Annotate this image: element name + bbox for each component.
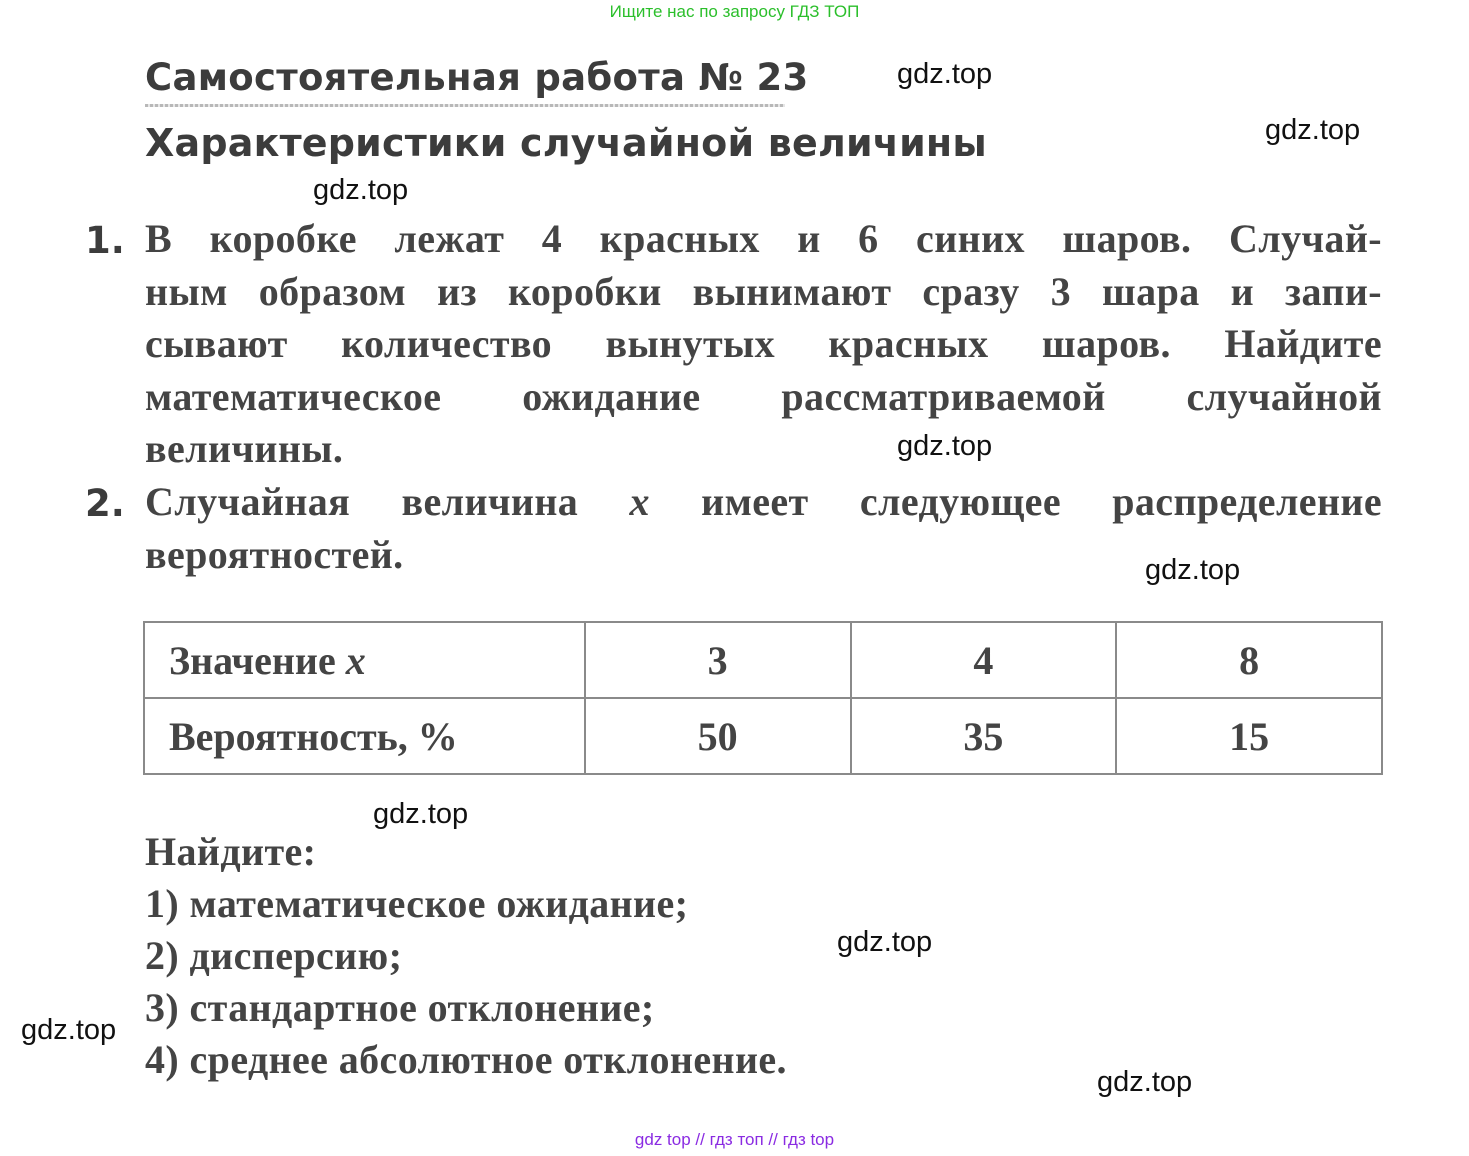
watermark: gdz.top [837,926,933,958]
footer-text: gdz top // гдз топ // гдз top [634,1130,835,1149]
task-2-line [145,476,1382,529]
top-banner: Ищите нас по запросу ГДЗ ТОП [609,2,860,21]
watermark: gdz.top [21,1014,117,1046]
task-2-line: вероятностей. [145,531,404,577]
task-2-text-part: Случайная величина [145,479,630,524]
table-cell: 15 [1116,698,1382,774]
table-row-label: Значение x [144,622,585,698]
table-cell: 8 [1116,622,1382,698]
table-row [144,622,1382,698]
task-2-number: 2. [85,482,125,525]
find-item: 1) математическое ожидание; [145,881,689,926]
task-1-line: ным образом из коробки вынимают сразу 3 шара и запи- [145,268,1382,314]
watermark: gdz.top [1145,554,1241,586]
task-1-line: В коробке лежат 4 красных и 6 синих шаров. Случай- [145,216,1382,261]
table-cell: 4 [851,622,1117,698]
task-1-line: величины. [145,426,344,471]
page-subtitle: Характеристики случайной величины [145,121,987,165]
variable-x: x [345,637,366,683]
table-row-label: Вероятность, % [144,698,585,774]
distribution-table [143,621,1383,775]
table-cell: 35 [851,698,1117,774]
task-1-line: сывают количество вынутых красных шаров. Найдите [145,321,1382,366]
table-cell: 3 [585,622,851,698]
task-1-text [145,213,1382,476]
find-item: 4) среднее абсолютное отклонение. [145,1037,787,1082]
table-row [144,698,1382,774]
task-1-line: математическое ожидание рассматриваемой случайной [145,373,1382,419]
watermark: gdz.top [373,798,469,830]
find-item: 2) дисперсию; [145,933,403,978]
watermark: gdz.top [897,430,993,462]
table-cell: 50 [585,698,851,774]
task-2-text-part: имеет следующее распределение [649,479,1382,524]
watermark: gdz.top [1265,114,1361,146]
watermark: gdz.top [313,174,409,206]
page-title: Самостоятельная работа № 23 [145,56,809,99]
title-divider [145,104,785,107]
task-1-number: 1. [85,219,125,262]
watermark: gdz.top [897,58,993,90]
watermark: gdz.top [1097,1066,1193,1098]
find-heading: Найдите: [145,829,317,874]
find-item: 3) стандартное отклонение; [145,985,655,1030]
variable-x: x [629,479,650,524]
